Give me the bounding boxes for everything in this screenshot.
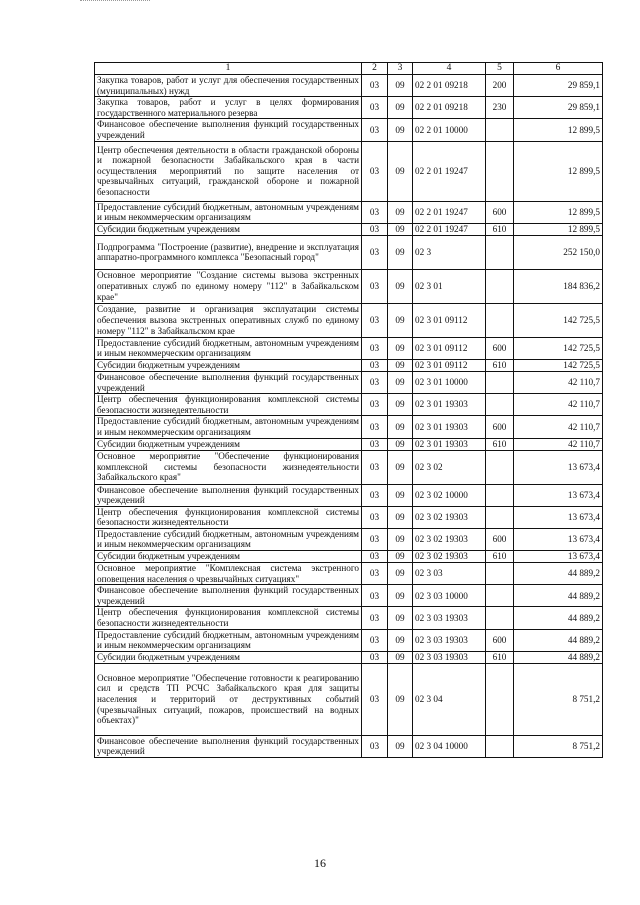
row-subsection: 09 (388, 337, 413, 359)
row-subsection: 09 (388, 663, 413, 735)
row-name: Финансовое обеспечение выполнения функций государственных учреждений (95, 484, 362, 506)
row-name: Закупка товаров, работ и услуг для обеспечения государственных (муниципальных) нужд (95, 75, 362, 97)
row-subsection: 09 (388, 141, 413, 201)
page-number: 16 (314, 856, 326, 870)
row-section: 03 (362, 551, 388, 563)
row-target-code: 02 3 02 19303 (413, 506, 486, 528)
row-section: 03 (362, 337, 388, 359)
row-amount: 42 110,7 (514, 416, 603, 438)
header-col-6: 6 (514, 63, 603, 75)
table-row (95, 607, 603, 629)
table-row (95, 585, 603, 607)
row-name: Основное мероприятие "Комплексная система экстренного оповещения населения о чрезвычайных ситуациях" (95, 563, 362, 585)
row-name: Субсидии бюджетным учреждениям (95, 551, 362, 563)
row-name: Центр обеспечения функционирования комплексной системы безопасности жизнедеятельности (95, 394, 362, 416)
table-row (95, 450, 603, 484)
row-target-code: 02 2 01 10000 (413, 119, 486, 141)
row-section: 03 (362, 359, 388, 371)
row-target-code: 02 2 01 09218 (413, 97, 486, 119)
table-row (95, 735, 603, 757)
row-section: 03 (362, 394, 388, 416)
row-expense-type (486, 269, 514, 303)
row-expense-type (486, 394, 514, 416)
row-target-code: 02 3 02 (413, 450, 486, 484)
row-section: 03 (362, 506, 388, 528)
table-row (95, 141, 603, 201)
table-row (95, 663, 603, 735)
row-subsection: 09 (388, 585, 413, 607)
row-amount: 44 889,2 (514, 629, 603, 651)
row-section: 03 (362, 141, 388, 201)
row-section: 03 (362, 75, 388, 97)
row-section: 03 (362, 235, 388, 269)
row-section: 03 (362, 563, 388, 585)
table-row (95, 438, 603, 450)
row-expense-type: 610 (486, 438, 514, 450)
table-row (95, 629, 603, 651)
row-expense-type (486, 303, 514, 337)
row-expense-type: 600 (486, 201, 514, 223)
row-target-code: 02 2 01 19247 (413, 223, 486, 235)
table-row (95, 551, 603, 563)
row-amount: 142 725,5 (514, 337, 603, 359)
row-expense-type (486, 663, 514, 735)
row-section: 03 (362, 269, 388, 303)
table-row (95, 119, 603, 141)
table-row (95, 484, 603, 506)
budget-table (94, 62, 603, 758)
row-subsection: 09 (388, 416, 413, 438)
row-subsection: 09 (388, 506, 413, 528)
row-subsection: 09 (388, 359, 413, 371)
row-subsection: 09 (388, 75, 413, 97)
table-row (95, 201, 603, 223)
row-subsection: 09 (388, 607, 413, 629)
row-amount: 13 673,4 (514, 506, 603, 528)
row-expense-type: 610 (486, 359, 514, 371)
row-target-code: 02 3 02 19303 (413, 528, 486, 550)
row-name: Субсидии бюджетным учреждениям (95, 223, 362, 235)
row-amount: 44 889,2 (514, 607, 603, 629)
row-amount: 142 725,5 (514, 359, 603, 371)
row-name: Предоставление субсидий бюджетным, автономным учреждениям и иным некоммерческим организациям (95, 337, 362, 359)
row-subsection: 09 (388, 484, 413, 506)
row-section: 03 (362, 223, 388, 235)
row-target-code: 02 3 01 (413, 269, 486, 303)
row-expense-type (486, 450, 514, 484)
row-target-code: 02 3 01 09112 (413, 303, 486, 337)
row-amount: 8 751,2 (514, 735, 603, 757)
row-target-code: 02 3 (413, 235, 486, 269)
row-subsection: 09 (388, 450, 413, 484)
row-name: Основное мероприятие "Обеспечение готовности к реагированию сил и средств ТП РСЧС Забайкальского края для защиты населения и территорий от деструктивных событий (чрезвычайных ситуаций, пожаров, происшествий на водных объектах)" (95, 663, 362, 735)
row-name: Основное мероприятие "Обеспечение функционирования комплексной системы безопасности жизнедеятельности Забайкальского края" (95, 450, 362, 484)
table-row (95, 563, 603, 585)
row-section: 03 (362, 735, 388, 757)
row-section: 03 (362, 484, 388, 506)
header-col-1: 1 (95, 63, 362, 75)
table-row (95, 75, 603, 97)
row-subsection: 09 (388, 201, 413, 223)
row-name: Предоставление субсидий бюджетным, автономным учреждениям и иным некоммерческим организациям (95, 201, 362, 223)
row-amount: 44 889,2 (514, 585, 603, 607)
row-amount: 12 899,5 (514, 119, 603, 141)
row-subsection: 09 (388, 394, 413, 416)
row-target-code: 02 3 01 10000 (413, 371, 486, 393)
row-name: Центр обеспечения функционирования комплексной системы безопасности жизнедеятельности (95, 607, 362, 629)
row-amount: 252 150,0 (514, 235, 603, 269)
row-expense-type (486, 119, 514, 141)
row-section: 03 (362, 371, 388, 393)
row-target-code: 02 2 01 19247 (413, 141, 486, 201)
table-row (95, 235, 603, 269)
row-subsection: 09 (388, 269, 413, 303)
row-subsection: 09 (388, 235, 413, 269)
row-expense-type: 610 (486, 651, 514, 663)
row-subsection: 09 (388, 528, 413, 550)
table-row (95, 416, 603, 438)
table-row (95, 651, 603, 663)
row-amount: 13 673,4 (514, 484, 603, 506)
row-expense-type: 230 (486, 97, 514, 119)
table-row (95, 303, 603, 337)
row-amount: 29 859,1 (514, 97, 603, 119)
table-row (95, 269, 603, 303)
row-amount: 13 673,4 (514, 528, 603, 550)
row-name: Центр обеспечения деятельности в области гражданской обороны и пожарной безопасности Забайкальского края в части осуществления мероприятий по защите населения от чрезвычайных ситуаций, гражданской обороне и пожарной безопасности (95, 141, 362, 201)
row-subsection: 09 (388, 563, 413, 585)
scan-edge-mark (80, 0, 150, 3)
row-amount: 44 889,2 (514, 563, 603, 585)
row-target-code: 02 3 04 10000 (413, 735, 486, 757)
row-name: Финансовое обеспечение выполнения функций государственных учреждений (95, 735, 362, 757)
table-body (95, 75, 603, 758)
row-expense-type: 600 (486, 416, 514, 438)
row-section: 03 (362, 663, 388, 735)
row-amount: 12 899,5 (514, 141, 603, 201)
row-expense-type: 610 (486, 223, 514, 235)
row-expense-type: 610 (486, 551, 514, 563)
row-amount: 142 725,5 (514, 303, 603, 337)
row-name: Предоставление субсидий бюджетным, автономным учреждениям и иным некоммерческим организациям (95, 416, 362, 438)
row-name: Субсидии бюджетным учреждениям (95, 438, 362, 450)
row-expense-type (486, 484, 514, 506)
row-section: 03 (362, 119, 388, 141)
row-subsection: 09 (388, 551, 413, 563)
row-expense-type (486, 563, 514, 585)
row-name: Создание, развитие и организация эксплуатации системы обеспечения вызова экстренных оперативных служб по единому номеру "112" в Забайкальском крае (95, 303, 362, 337)
row-expense-type (486, 607, 514, 629)
row-target-code: 02 3 03 19303 (413, 651, 486, 663)
row-expense-type: 600 (486, 528, 514, 550)
row-name: Финансовое обеспечение выполнения функций государственных учреждений (95, 371, 362, 393)
row-subsection: 09 (388, 735, 413, 757)
row-section: 03 (362, 450, 388, 484)
header-col-4: 4 (413, 63, 486, 75)
row-expense-type: 600 (486, 337, 514, 359)
row-section: 03 (362, 651, 388, 663)
row-amount: 13 673,4 (514, 551, 603, 563)
row-target-code: 02 3 01 09112 (413, 359, 486, 371)
row-name: Субсидии бюджетным учреждениям (95, 651, 362, 663)
row-section: 03 (362, 201, 388, 223)
row-expense-type (486, 506, 514, 528)
row-section: 03 (362, 416, 388, 438)
row-section: 03 (362, 585, 388, 607)
row-name: Центр обеспечения функционирования комплексной системы безопасности жизнедеятельности (95, 506, 362, 528)
row-amount: 184 836,2 (514, 269, 603, 303)
row-section: 03 (362, 303, 388, 337)
table-row (95, 394, 603, 416)
row-target-code: 02 2 01 19247 (413, 201, 486, 223)
row-target-code: 02 2 01 09218 (413, 75, 486, 97)
row-name: Субсидии бюджетным учреждениям (95, 359, 362, 371)
table-row (95, 371, 603, 393)
row-amount: 12 899,5 (514, 201, 603, 223)
row-target-code: 02 3 03 19303 (413, 607, 486, 629)
row-section: 03 (362, 607, 388, 629)
row-subsection: 09 (388, 119, 413, 141)
row-section: 03 (362, 438, 388, 450)
row-target-code: 02 3 03 (413, 563, 486, 585)
header-col-5: 5 (486, 63, 514, 75)
row-target-code: 02 3 01 09112 (413, 337, 486, 359)
row-subsection: 09 (388, 438, 413, 450)
row-target-code: 02 3 02 10000 (413, 484, 486, 506)
row-target-code: 02 3 03 10000 (413, 585, 486, 607)
row-name: Предоставление субсидий бюджетным, автономным учреждениям и иным некоммерческим организациям (95, 629, 362, 651)
row-name: Основное мероприятие "Создание системы вызова экстренных оперативных служб по единому номеру "112" в Забайкальском крае" (95, 269, 362, 303)
row-amount: 42 110,7 (514, 371, 603, 393)
table-row (95, 506, 603, 528)
row-target-code: 02 3 01 19303 (413, 394, 486, 416)
table-row (95, 528, 603, 550)
row-name: Предоставление субсидий бюджетным, автономным учреждениям и иным некоммерческим организациям (95, 528, 362, 550)
row-target-code: 02 3 01 19303 (413, 438, 486, 450)
row-expense-type (486, 141, 514, 201)
table-row (95, 223, 603, 235)
row-name: Подпрограмма "Построение (развитие), внедрение и эксплуатация аппаратно-программного комплекса "Безопасный город" (95, 235, 362, 269)
row-name: Закупка товаров, работ и услуг в целях формирования государственного материального резерва (95, 97, 362, 119)
row-expense-type: 600 (486, 629, 514, 651)
row-subsection: 09 (388, 223, 413, 235)
row-target-code: 02 3 01 19303 (413, 416, 486, 438)
table-row (95, 337, 603, 359)
row-section: 03 (362, 629, 388, 651)
row-expense-type (486, 735, 514, 757)
row-amount: 12 899,5 (514, 223, 603, 235)
row-amount: 8 751,2 (514, 663, 603, 735)
row-target-code: 02 3 02 19303 (413, 551, 486, 563)
table-header-row (95, 63, 603, 75)
table-row (95, 359, 603, 371)
row-expense-type (486, 235, 514, 269)
row-target-code: 02 3 04 (413, 663, 486, 735)
table-row (95, 97, 603, 119)
row-subsection: 09 (388, 371, 413, 393)
row-expense-type (486, 371, 514, 393)
row-target-code: 02 3 03 19303 (413, 629, 486, 651)
row-amount: 44 889,2 (514, 651, 603, 663)
row-expense-type (486, 585, 514, 607)
row-amount: 13 673,4 (514, 450, 603, 484)
row-subsection: 09 (388, 97, 413, 119)
row-subsection: 09 (388, 303, 413, 337)
row-subsection: 09 (388, 629, 413, 651)
header-col-2: 2 (362, 63, 388, 75)
row-section: 03 (362, 528, 388, 550)
row-expense-type: 200 (486, 75, 514, 97)
header-col-3: 3 (388, 63, 413, 75)
row-name: Финансовое обеспечение выполнения функций государственных учреждений (95, 119, 362, 141)
row-amount: 29 859,1 (514, 75, 603, 97)
row-amount: 42 110,7 (514, 394, 603, 416)
row-amount: 42 110,7 (514, 438, 603, 450)
row-subsection: 09 (388, 651, 413, 663)
row-section: 03 (362, 97, 388, 119)
row-name: Финансовое обеспечение выполнения функций государственных учреждений (95, 585, 362, 607)
